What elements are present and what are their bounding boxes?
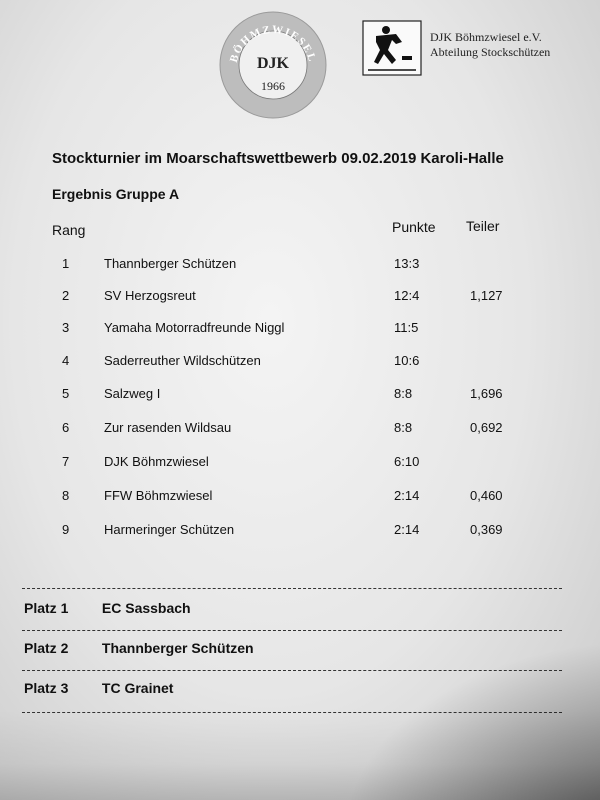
row-teiler: 1,127	[470, 288, 503, 303]
seal-top-text: BÖHMZWIESEL	[227, 23, 319, 64]
row-team: Yamaha Motorradfreunde Niggl	[104, 320, 285, 335]
placement-1	[24, 600, 191, 616]
table-row	[0, 386, 600, 406]
row-teiler: 0,460	[470, 488, 503, 503]
organization-name	[430, 30, 590, 60]
header-teiler: Teiler	[466, 218, 500, 234]
table-row	[0, 454, 600, 474]
corner-shadow	[340, 640, 600, 800]
document-title: Stockturnier im Moarschaftswettbewerb 09.02.2019 Karoli-Halle	[52, 150, 504, 167]
org-line1: DJK Böhmzwiesel e.V.	[430, 30, 542, 44]
row-teiler: 0,692	[470, 420, 503, 435]
table-row	[0, 320, 600, 340]
table-row	[0, 353, 600, 373]
table-row	[0, 420, 600, 440]
row-team: DJK Böhmzwiesel	[104, 454, 209, 469]
row-rank: 2	[62, 288, 70, 303]
row-team: Thannberger Schützen	[104, 256, 237, 271]
row-teiler: 1,696	[470, 386, 503, 401]
placement-label: Platz 2	[24, 640, 69, 656]
placement-label: Platz 3	[24, 680, 69, 696]
row-rank: 8	[62, 488, 70, 503]
row-team: Harmeringer Schützen	[104, 522, 235, 537]
row-points: 11:5	[394, 320, 419, 335]
row-rank: 5	[62, 386, 70, 401]
stockschuetzen-logo	[362, 20, 422, 76]
row-points: 2:14	[394, 522, 420, 537]
placement-3	[24, 680, 173, 696]
header-rank: Rang	[52, 222, 86, 238]
table-row	[0, 288, 600, 308]
row-rank: 1	[62, 256, 70, 271]
placement-2	[24, 640, 254, 656]
table-row	[0, 256, 600, 276]
row-team: Salzweg I	[104, 386, 161, 401]
placement-label: Platz 1	[24, 600, 69, 616]
placement-team: EC Sassbach	[101, 600, 191, 616]
row-points: 13:3	[394, 256, 420, 271]
row-rank: 3	[62, 320, 70, 335]
dashed-divider	[22, 630, 562, 631]
row-rank: 6	[62, 420, 70, 435]
row-points: 10:6	[394, 353, 420, 368]
row-teiler: 0,369	[470, 522, 503, 537]
org-line2: Abteilung Stockschützen	[430, 45, 551, 59]
row-points: 12:4	[394, 288, 420, 303]
row-team: SV Herzogsreut	[104, 288, 196, 303]
group-result-heading: Ergebnis Gruppe A	[52, 186, 180, 202]
header-points: Punkte	[392, 219, 436, 235]
row-team: Zur rasenden Wildsau	[104, 420, 232, 435]
table-row	[0, 488, 600, 508]
table-row	[0, 522, 600, 542]
row-rank: 7	[62, 454, 70, 469]
placement-team: TC Grainet	[101, 680, 174, 696]
row-points: 2:14	[394, 488, 420, 503]
row-points: 8:8	[394, 386, 413, 401]
row-points: 8:8	[394, 420, 413, 435]
row-rank: 4	[62, 353, 70, 368]
club-seal-logo	[218, 10, 328, 120]
dashed-divider	[22, 588, 562, 589]
row-team: Saderreuther Wildschützen	[104, 353, 261, 368]
row-points: 6:10	[394, 454, 420, 469]
row-team: FFW Böhmzwiesel	[104, 488, 213, 503]
seal-mid-text: DJK	[257, 55, 289, 72]
row-rank: 9	[62, 522, 70, 537]
seal-year: 1966	[261, 79, 285, 93]
placement-team: Thannberger Schützen	[101, 640, 254, 656]
